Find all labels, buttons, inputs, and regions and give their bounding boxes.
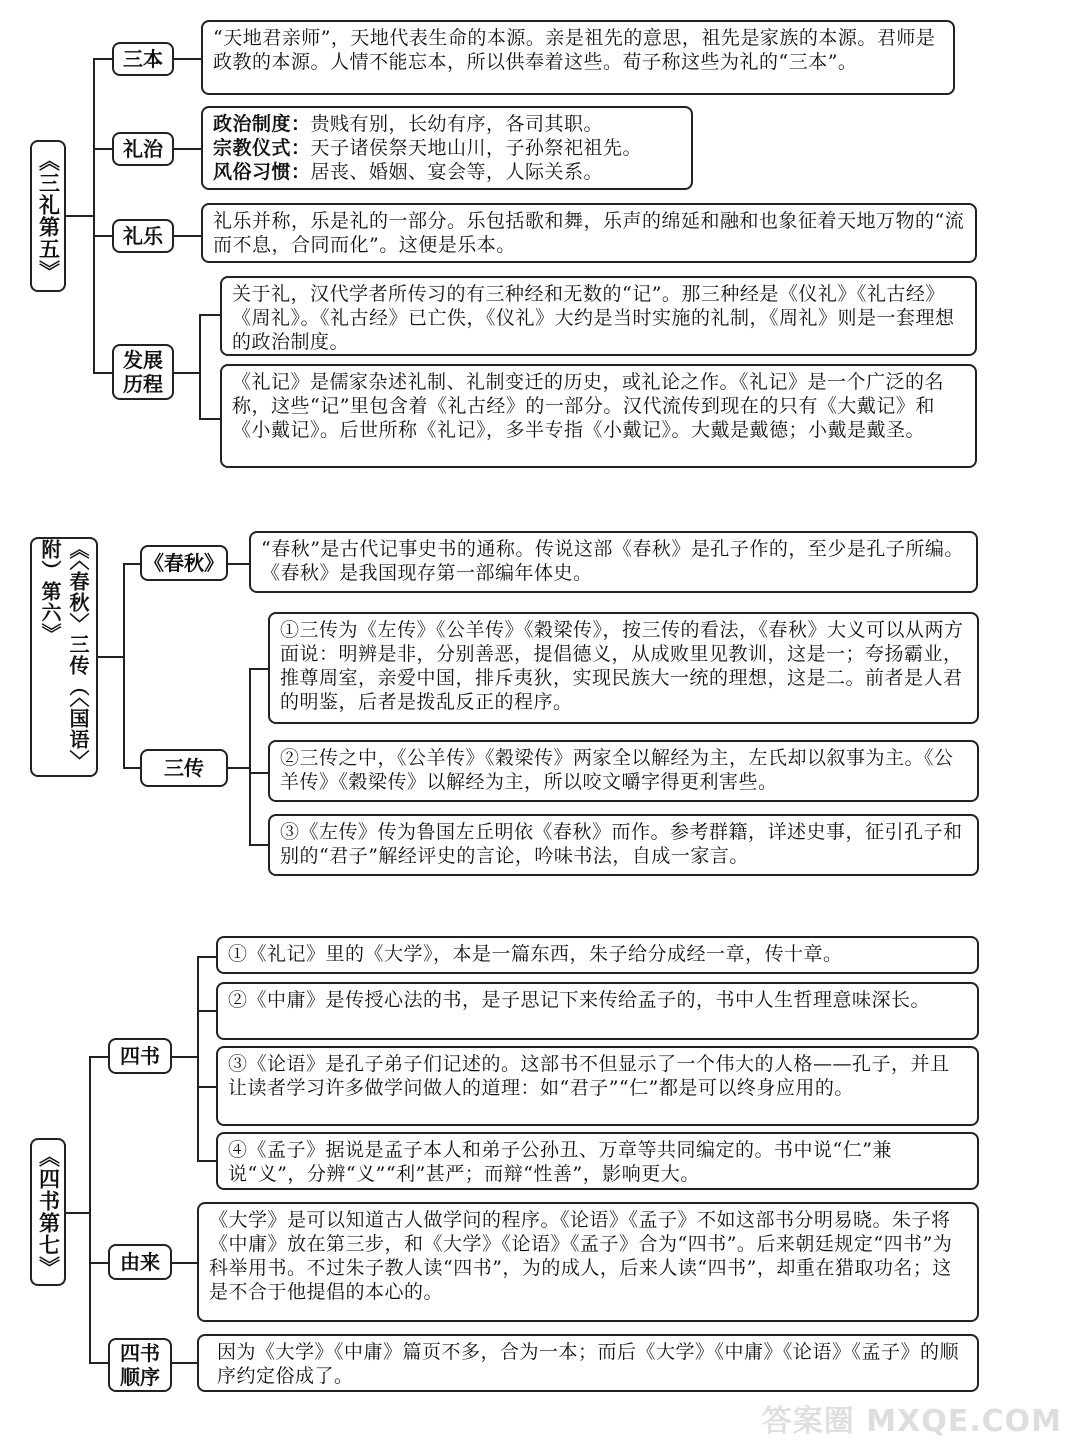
connector	[249, 772, 269, 774]
section-title-san-li: 《三礼第五》	[30, 140, 66, 292]
text-si-shu-4: ④《孟子》据说是孟子本人和弟子公孙丑、万章等共同编定的。书中说“仁”兼说“义”，分辨“义”“利”甚严；而辩“性善”，影响更大。	[216, 1132, 979, 1190]
node-san-ben: 三本	[112, 42, 174, 76]
watermark-logo: 答案圈 MXQE.COM	[761, 1404, 1062, 1439]
connector	[98, 656, 124, 658]
text-san-zhuan-2: ②三传之中，《公羊传》《穀梁传》两家全以解经为主，左氏却以叙事为主。《公羊传》《穀梁传》以解经为主，所以咬文嚼字得更利害些。	[268, 740, 979, 802]
text-fa-zhan-2: 《礼记》是儒家杂述礼制、礼制变迁的历史，或礼论之作。《礼记》是一个广泛的名称，这些“记”里包含着《礼古经》的一部分。汉代流传到现在的只有《大戴记》和《小戴记》。后世所称《礼记》，多半专指《小戴记》。大戴是戴德；小戴是戴圣。	[220, 364, 977, 468]
connector	[197, 1010, 217, 1012]
connector	[249, 668, 269, 670]
connector	[89, 1262, 109, 1264]
connector	[249, 668, 251, 846]
connector	[174, 372, 200, 374]
node-li-yue: 礼乐	[112, 219, 174, 253]
text-fa-zhan-1: 关于礼，汉代学者所传习的有三种经和无数的“记”。那三种经是《仪礼》《礼古经》《周礼》。《礼古经》已亡佚，《仪礼》大约是当时实施的礼制，《周礼》则是一套理想的政治制度。	[220, 276, 977, 356]
connector	[197, 1086, 217, 1088]
text-san-ben: “天地君亲师”，天地代表生命的本源。亲是祖先的意思，祖先是家族的本源。君师是政教的本源。人情不能忘本，所以供奉着这些。荀子称这些为礼的“三本”。	[201, 20, 955, 95]
node-si-shu: 四书	[108, 1038, 172, 1074]
connector	[123, 767, 141, 769]
connector	[93, 235, 113, 237]
connector	[197, 956, 199, 1162]
node-chun-qiu: 《春秋》	[140, 545, 228, 581]
connector	[89, 1056, 91, 1364]
li-zhi-row: 政治制度：贵贱有别，长幼有序，各司其职。	[213, 113, 604, 135]
connector	[93, 58, 113, 60]
connector	[199, 314, 201, 420]
connector	[93, 148, 113, 150]
li-zhi-row: 宗教仪式：天子诸侯祭天地山川，子孙祭祀祖先。	[213, 137, 643, 159]
connector	[172, 1362, 198, 1364]
connector	[174, 148, 202, 150]
connector	[66, 1212, 90, 1214]
connector	[174, 58, 202, 60]
node-li-zhi: 礼治	[112, 132, 174, 166]
connector	[66, 215, 94, 217]
connector	[228, 563, 250, 565]
li-zhi-row: 风俗习惯：居丧、婚姻、宴会等，人际关系。	[213, 161, 604, 183]
node-you-lai: 由来	[108, 1244, 172, 1280]
connector	[172, 1056, 198, 1058]
connector	[123, 563, 141, 565]
text-li-zhi	[201, 106, 693, 190]
text-si-shu-shun-xu: 因为《大学》《中庸》篇页不多，合为一本；而后《大学》《中庸》《论语》《孟子》的顺序约定俗成了。	[197, 1334, 979, 1392]
node-san-zhuan: 三传	[140, 749, 228, 787]
text-san-zhuan-3: ③《左传》传为鲁国左丘明依《春秋》而作。参考群籍，详述史事，征引孔子和别的“君子”解经评史的言论，吟味书法，自成一家言。	[268, 814, 979, 876]
connector	[197, 1160, 217, 1162]
text-si-shu-2: ②《中庸》是传授心法的书，是子思记下来传给孟子的，书中人生哲理意味深长。	[216, 982, 979, 1040]
text-san-zhuan-1: ①三传为《左传》《公羊传》《穀梁传》，按三传的看法，《春秋》大义可以从两方面说：明辨是非，分别善恶，提倡德义，从成败里见教训，这是一；夸扬霸业，推尊周室，亲爱中国，排斥夷狄，实现民族大一统的理想，这是二。前者是人君的明鉴，后者是拨乱反正的程序。	[268, 612, 979, 724]
connector	[172, 1262, 198, 1264]
connector	[89, 1056, 109, 1058]
node-si-shu-shun-xu: 四书顺序	[108, 1338, 172, 1392]
connector	[174, 235, 202, 237]
text-li-yue: 礼乐并称，乐是礼的一部分。乐包括歌和舞，乐声的绵延和融和也象征着天地万物的“流而不息，合同而化”。这便是乐本。	[201, 203, 977, 263]
section-title-si-shu: 《四书第七》	[30, 1138, 66, 1286]
connector	[199, 418, 221, 420]
connector	[228, 767, 250, 769]
connector	[199, 314, 221, 316]
connector	[93, 372, 113, 374]
connector	[93, 58, 95, 374]
section-title-chun-qiu: 《〈春秋〉三传（〈国语〉附）第六》	[30, 537, 98, 777]
node-fa-zhan-li-cheng: 发展历程	[112, 344, 174, 400]
text-you-lai: 《大学》是可以知道古人做学问的程序。《论语》《孟子》不如这部书分明易晓。朱子将《中庸》放在第三步，和《大学》《论语》《孟子》合为“四书”。后来朝廷规定“四书”为科举用书。不过朱子教人读“四书”，为的成人，后来人读“四书”，却重在猎取功名；这是不合于他提倡的本心的。	[197, 1202, 979, 1322]
connector	[123, 563, 125, 769]
connector	[197, 956, 217, 958]
connector	[89, 1362, 109, 1364]
text-si-shu-3: ③《论语》是孔子弟子们记述的。这部书不但显示了一个伟大的人格——孔子，并且让读者学习许多做学问做人的道理：如“君子”“仁”都是可以终身应用的。	[216, 1046, 979, 1126]
connector	[249, 844, 269, 846]
text-si-shu-1: ①《礼记》里的《大学》，本是一篇东西，朱子给分成经一章，传十章。	[216, 936, 979, 974]
text-chun-qiu: “春秋”是古代记事史书的通称。传说这部《春秋》是孔子作的，至少是孔子所编。《春秋》是我国现存第一部编年体史。	[249, 531, 978, 593]
